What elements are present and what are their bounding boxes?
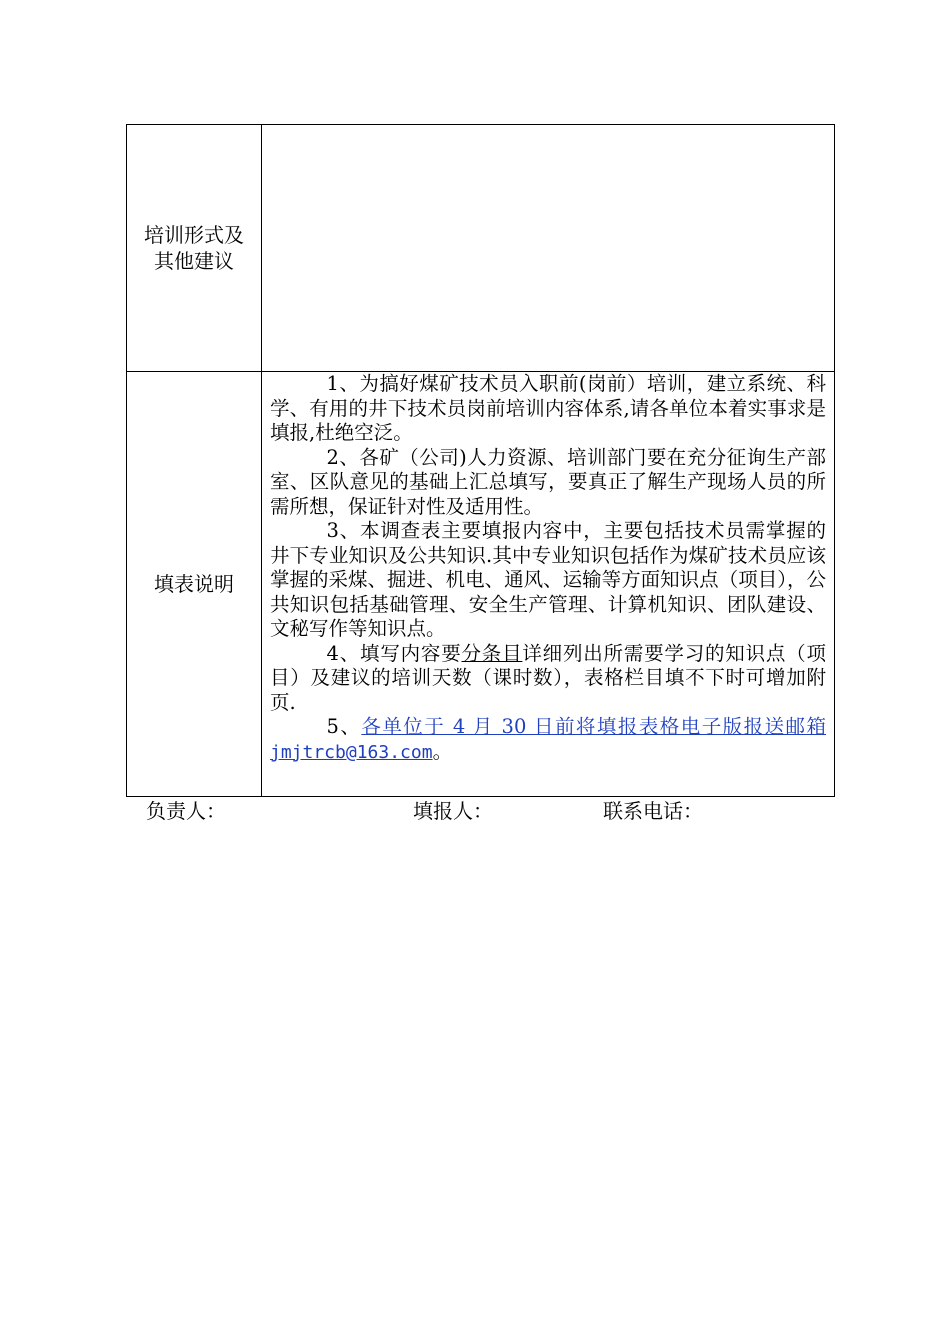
instruction-item-4-prefix: 4、填写内容要	[326, 641, 462, 665]
instruction-item-4	[270, 642, 826, 716]
instruction-item-5-suffix: 。	[432, 739, 453, 763]
training-suggestion-label-line2: 其他建议	[154, 249, 234, 273]
instructions-content	[262, 372, 835, 797]
instruction-item-2: 2、各矿（公司)人力资源、培训部门要在充分征询生产部室、区队意见的基础上汇总填写，要真正了解生产现场人员的所需所想，保证针对性及适用性。	[270, 445, 826, 518]
training-suggestion-field[interactable]	[262, 125, 835, 372]
responsible-person-label: 负责人：	[146, 799, 226, 823]
survey-form-table	[126, 124, 835, 797]
training-suggestion-row	[127, 125, 835, 372]
instruction-item-5	[270, 715, 826, 765]
filler-label: 填报人：	[413, 799, 493, 823]
instruction-item-4-suffix: 详细列出所需要学习的知识点（项目）及建议的培训天数（课时数），表格栏目填不下时可增加附页.	[270, 641, 826, 714]
instruction-item-4-underlined: 分条目	[461, 641, 523, 665]
submission-link-text[interactable]: 各单位于 4 月 30 日前将填报表格电子版报送邮箱	[361, 715, 826, 738]
instructions-label: 填表说明	[127, 372, 262, 797]
training-suggestion-label	[127, 125, 262, 372]
instruction-item-1: 1、为搞好煤矿技术员入职前(岗前）培训，建立系统、科学、有用的井下技术员岗前培训内容体系,请各单位本着实事求是填报,杜绝空泛。	[270, 372, 826, 444]
submission-email-link[interactable]: jmjtrcb@163.com	[270, 741, 433, 763]
instruction-item-3: 3、本调查表主要填报内容中，主要包括技术员需掌握的井下专业知识及公共知识.其中专业知识包括作为煤矿技术员应该掌握的采煤、掘进、机电、通风、运输等方面知识点（项目），公共知识包括基础管理、安全生产管理、计算机知识、团队建设、文秘写作等知识点。	[270, 519, 826, 640]
training-suggestion-label-line1: 培训形式及	[144, 223, 244, 247]
instructions-row	[127, 372, 835, 797]
phone-label: 联系电话：	[603, 799, 703, 823]
instruction-item-5-prefix: 5、	[326, 715, 362, 738]
